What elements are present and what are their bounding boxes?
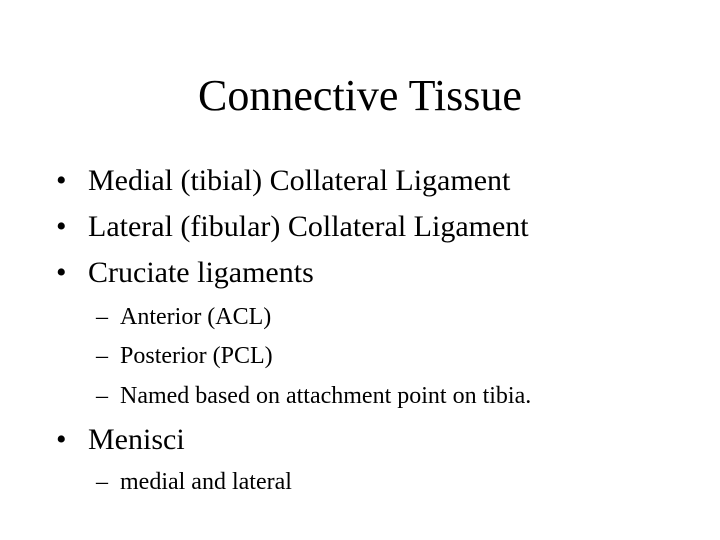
sub-bullet-marker: – (96, 383, 108, 409)
bullet-item (58, 255, 658, 291)
bullet-marker: • (56, 164, 67, 197)
bullet-marker: • (56, 423, 67, 456)
bullet-text: Medial (tibial) Collateral Ligament (88, 164, 511, 197)
sub-bullet-text: Anterior (ACL) (120, 304, 272, 330)
sub-bullet-item (96, 302, 656, 332)
bullet-text: Lateral (fibular) Collateral Ligament (88, 210, 529, 243)
sub-bullet-marker: – (96, 469, 108, 495)
bullet-marker: • (56, 210, 67, 243)
sub-bullet-text: Posterior (PCL) (120, 343, 273, 369)
bullet-text: Menisci (88, 423, 185, 456)
sub-bullet-text: Named based on attachment point on tibia. (120, 383, 532, 409)
bullet-item (58, 209, 658, 245)
bullet-item (58, 422, 658, 458)
bullet-item (58, 163, 658, 199)
bullet-marker: • (56, 256, 67, 289)
sub-bullet-marker: – (96, 304, 108, 330)
sub-bullet-item (96, 381, 656, 411)
bullet-text: Cruciate ligaments (88, 256, 314, 289)
sub-bullet-item (96, 467, 656, 497)
slide-title: Connective Tissue (198, 71, 522, 120)
sub-bullet-text: medial and lateral (120, 469, 292, 495)
sub-bullet-marker: – (96, 343, 108, 369)
sub-bullet-item (96, 341, 656, 371)
